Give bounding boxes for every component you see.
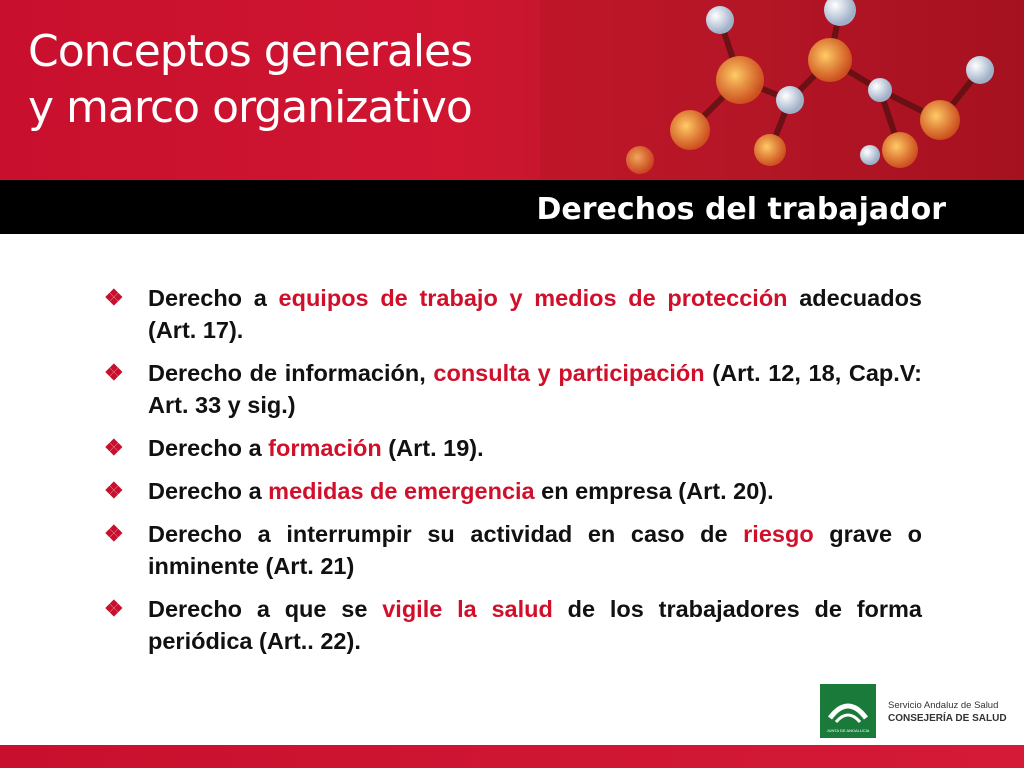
diamond-bullet-icon: ❖: [104, 478, 124, 503]
right-highlight: equipos de trabajo y medios de protección: [278, 285, 788, 311]
right-item: [104, 475, 922, 507]
andalucia-logo: [820, 684, 1006, 740]
right-item: [104, 357, 922, 421]
header-banner: [0, 0, 1024, 180]
molecule-image: [540, 0, 1024, 180]
right-highlight: riesgo: [743, 521, 814, 547]
diamond-bullet-icon: ❖: [104, 435, 124, 460]
right-highlight: medidas de emergencia: [268, 478, 535, 504]
diamond-bullet-icon: ❖: [104, 285, 124, 310]
section-subtitle: Derechos del trabajador: [536, 192, 946, 227]
diamond-bullet-icon: ❖: [104, 521, 124, 546]
right-item: [104, 593, 922, 657]
logo-mark-text: JUNTA DE ANDALUCIA: [826, 728, 870, 733]
right-text-end: adecuados (Art. 17).: [148, 285, 923, 343]
footer-bar: [0, 745, 1024, 768]
right-highlight: consulta y participación: [433, 360, 705, 386]
rights-list: [104, 282, 922, 668]
page-title: [28, 24, 472, 136]
title-line-2: y marco organizativo: [28, 82, 472, 133]
right-text-end: (Art. 19).: [381, 435, 484, 461]
title-line-1: Conceptos generales: [28, 26, 473, 77]
logo-ministry-name: CONSEJERÍA DE SALUD: [888, 713, 1007, 724]
right-text: Derecho a que se: [148, 596, 383, 622]
right-text: Derecho a: [148, 285, 279, 311]
diamond-bullet-icon: ❖: [104, 360, 124, 385]
right-text: Derecho de información,: [148, 360, 434, 386]
right-highlight: vigile la salud: [382, 596, 553, 622]
right-text-end: en empresa (Art. 20).: [534, 478, 774, 504]
right-item: [104, 282, 922, 346]
right-highlight: formación: [268, 435, 382, 461]
right-item: [104, 518, 922, 582]
right-text: Derecho a: [148, 478, 269, 504]
right-text-end: grave o inminente (Art. 21): [148, 521, 922, 579]
right-text: Derecho a: [148, 435, 269, 461]
right-text-end: de los trabajadores de forma periódica (Art.. 22).: [148, 596, 923, 654]
right-text-end: (Art. 12, 18, Cap.V: Art. 33 y sig.): [148, 360, 922, 418]
logo-service-name: Servicio Andaluz de Salud: [888, 700, 999, 711]
right-item: [104, 432, 922, 464]
right-text: Derecho a interrumpir su actividad en caso de: [148, 521, 744, 547]
logo-mark-box: [820, 684, 876, 738]
diamond-bullet-icon: ❖: [104, 596, 124, 621]
